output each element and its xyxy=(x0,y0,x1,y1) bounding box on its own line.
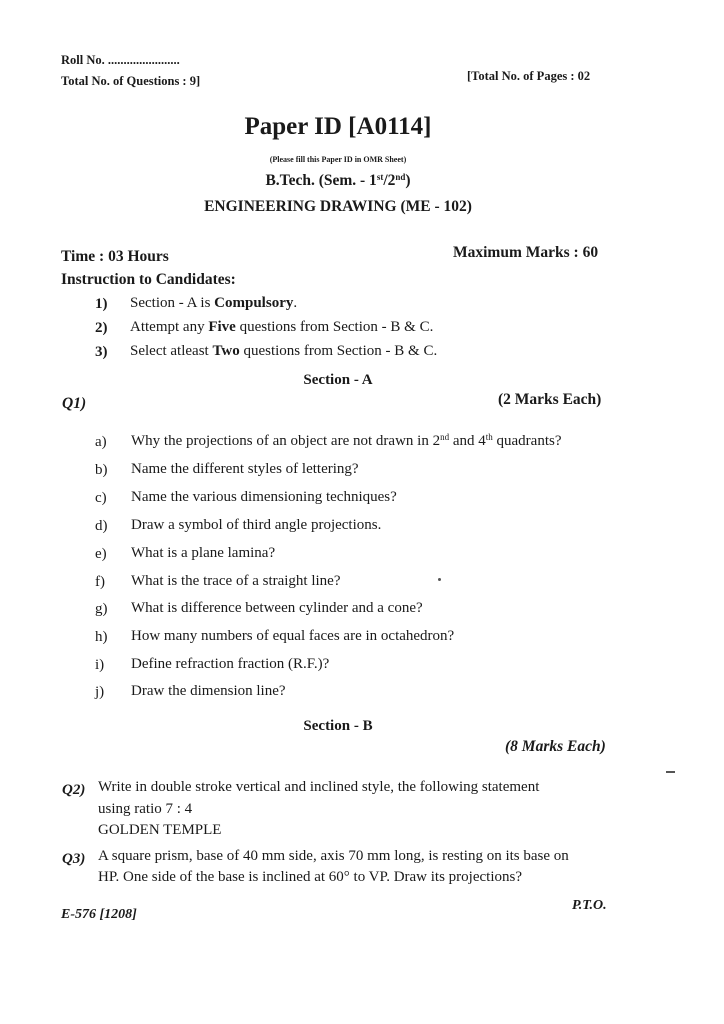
section-b-heading: Section - B xyxy=(303,718,373,734)
exam-time: Time : 03 Hours xyxy=(61,248,169,265)
question-label-q1: Q1) xyxy=(62,395,87,412)
subquestion-text: What is a plane lamina? xyxy=(131,545,276,561)
question-text: Write in double stroke vertical and inclined style, the following statement xyxy=(98,779,540,795)
total-questions: Total No. of Questions : 9] xyxy=(61,74,201,88)
subquestion-text: Draw the dimension line? xyxy=(131,683,286,699)
question-label-q3: Q3) xyxy=(62,851,86,867)
paper-code: E-576 [1208] xyxy=(61,907,137,922)
subquestion-text: Name the different styles of lettering? xyxy=(131,461,359,477)
question-text: A square prism, base of 40 mm side, axis 70 mm long, is resting on its base on xyxy=(98,848,569,864)
scan-dot xyxy=(438,578,441,581)
instruction-number: 3) xyxy=(95,344,108,360)
subquestion-text: What is the trace of a straight line? xyxy=(131,573,341,589)
subquestion-label: j) xyxy=(95,684,105,700)
subquestion-label: c) xyxy=(95,490,107,506)
subquestion-text: Why the projections of an object are not drawn in 2nd and 4th quadrants? xyxy=(131,432,562,449)
subquestion-label: f) xyxy=(95,574,105,590)
omr-fill-note: (Please fill this Paper ID in OMR Sheet) xyxy=(269,155,407,164)
maximum-marks: Maximum Marks : 60 xyxy=(453,244,599,261)
total-pages: [Total No. of Pages : 02 xyxy=(467,69,591,83)
question-label-q2: Q2) xyxy=(62,782,86,798)
subquestion-label: h) xyxy=(95,629,108,645)
instruction-item: Select atleast Two questions from Section - B & C. xyxy=(130,343,438,359)
instruction-item: Attempt any Five questions from Section - B & C. xyxy=(130,319,434,335)
subquestion-text: Define refraction fraction (R.F.)? xyxy=(131,656,330,672)
subject-title: ENGINEERING DRAWING (ME - 102) xyxy=(204,198,472,215)
instructions-heading: Instruction to Candidates: xyxy=(61,271,236,288)
section-b-marks: (8 Marks Each) xyxy=(505,738,606,755)
subquestion-text: How many numbers of equal faces are in octahedron? xyxy=(131,628,455,644)
question-text: GOLDEN TEMPLE xyxy=(98,822,222,838)
question-text: HP. One side of the base is inclined at 60° to VP. Draw its projections? xyxy=(98,869,522,885)
instruction-item: Section - A is Compulsory. xyxy=(130,295,298,311)
scan-mark xyxy=(666,771,675,773)
paper-id-title: Paper ID [A0114] xyxy=(244,113,432,140)
instruction-number: 2) xyxy=(95,320,108,336)
subquestion-label: i) xyxy=(95,657,105,673)
subquestion-label: d) xyxy=(95,518,108,534)
subquestion-text: Draw a symbol of third angle projections. xyxy=(131,517,382,533)
question-text: using ratio 7 : 4 xyxy=(98,801,193,817)
subquestion-label: b) xyxy=(95,462,108,478)
course-semester: B.Tech. (Sem. - 1st/2nd) xyxy=(265,172,411,189)
subquestion-label: g) xyxy=(95,601,108,617)
please-turn-over: P.T.O. xyxy=(572,898,607,913)
subquestion-text: What is difference between cylinder and a cone? xyxy=(131,600,423,616)
subquestion-label: e) xyxy=(95,546,107,562)
subquestion-text: Name the various dimensioning techniques? xyxy=(131,489,397,505)
section-a-marks: (2 Marks Each) xyxy=(498,391,602,408)
section-a-heading: Section - A xyxy=(303,372,373,388)
roll-number-field: Roll No. ....................... xyxy=(61,53,180,67)
subquestion-label: a) xyxy=(95,434,107,450)
instruction-number: 1) xyxy=(95,296,108,312)
